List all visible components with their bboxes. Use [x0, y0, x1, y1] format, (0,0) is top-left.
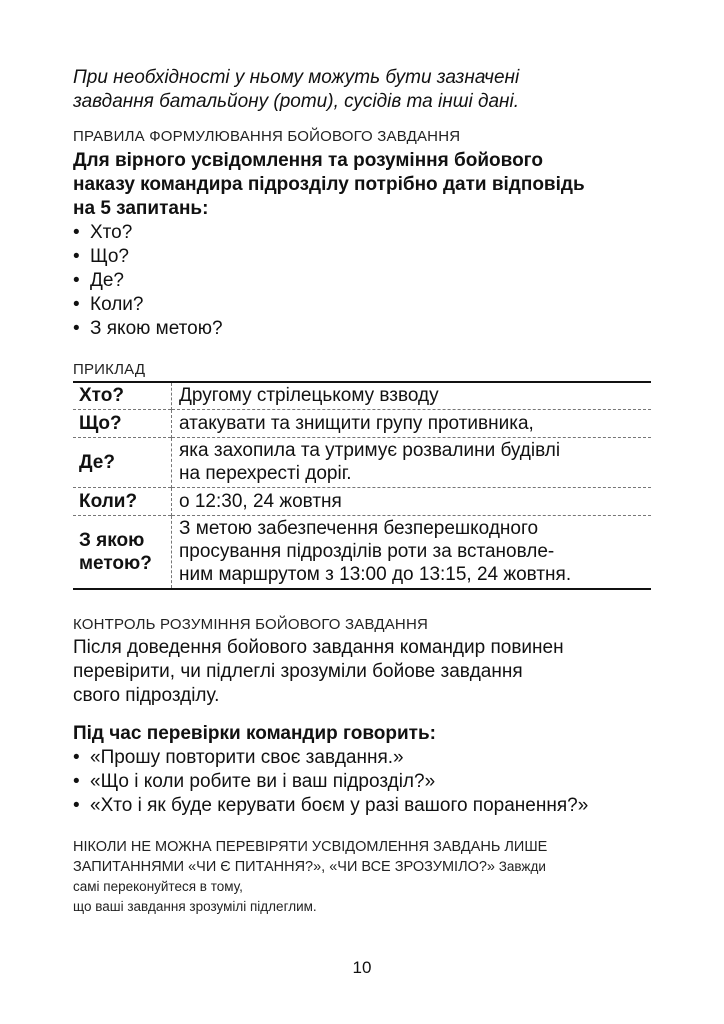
- bullet-icon: •: [73, 771, 80, 792]
- control-line-2: перевірити, чи підлеглі зрозуміли бойове завдання: [73, 661, 523, 682]
- questions-list: [73, 221, 653, 341]
- phrase-what-when: «Що і коли робите ви і ваш підрозділ?»: [90, 771, 436, 792]
- row-value: [172, 515, 652, 589]
- example-table: [73, 381, 651, 590]
- bullet-icon: •: [73, 270, 80, 291]
- row-key-line-1: З якою: [79, 529, 145, 551]
- list-item: [73, 293, 653, 317]
- row-value-line-3: ним маршрутом з 13:00 до 13:15, 24 жовтня.: [179, 564, 572, 586]
- list-item: [73, 269, 653, 293]
- question-purpose: З якою метою?: [90, 318, 223, 339]
- row-value-line-2: на перехресті доріг.: [179, 463, 352, 484]
- question-where: Де?: [90, 270, 125, 291]
- rules-lead-line-3: на 5 запитань:: [73, 198, 209, 219]
- question-who: Хто?: [90, 222, 133, 243]
- row-value-line-2: просування підрозділів роти за встановле-: [179, 541, 555, 563]
- bullet-icon: •: [73, 318, 80, 339]
- phrase-who-commands: «Хто і як буде керувати боєм у разі вашого поранення?»: [90, 795, 589, 816]
- row-value: [172, 437, 652, 487]
- row-key: [73, 515, 172, 589]
- note-line-1: НІКОЛИ НЕ МОЖНА ПЕРЕВІРЯТИ УСВІДОМЛЕННЯ ЗАВДАНЬ ЛИШЕ: [73, 839, 548, 855]
- rules-heading: ПРАВИЛА ФОРМУЛЮВАННЯ БОЙОВОГО ЗАВДАННЯ: [73, 128, 461, 145]
- control-heading: КОНТРОЛЬ РОЗУМІННЯ БОЙОВОГО ЗАВДАННЯ: [73, 616, 429, 633]
- bullet-icon: •: [73, 294, 80, 315]
- note-line-4: що ваші завдання зрозумілі підлеглим.: [73, 899, 317, 914]
- rules-lead-line-1: Для вірного усвідомлення та розуміння бойового: [73, 150, 543, 171]
- page-content: [73, 66, 653, 917]
- phrases-list: [73, 746, 653, 818]
- question-when: Коли?: [90, 294, 144, 315]
- row-value-line-1: З метою забезпечення безперешкодного: [179, 518, 539, 540]
- list-item: [73, 221, 653, 245]
- control-line-1: Після доведення бойового завдання командир повинен: [73, 637, 564, 658]
- phrase-repeat: «Прошу повторити своє завдання.»: [90, 747, 404, 768]
- control-line-3: свого підрозділу.: [73, 685, 220, 706]
- question-what: Що?: [90, 246, 129, 267]
- bullet-icon: •: [73, 747, 80, 768]
- table-row: [73, 487, 651, 515]
- intro-text: [73, 66, 653, 114]
- bullet-icon: •: [73, 222, 80, 243]
- row-key: Що?: [73, 409, 172, 437]
- table-row: [73, 515, 651, 589]
- warning-note: [73, 838, 653, 917]
- list-item: [73, 245, 653, 269]
- note-line-2-tail: Завжди: [495, 859, 546, 874]
- page-number: 10: [352, 958, 372, 977]
- row-value: Другому стрілецькому взводу: [179, 385, 439, 407]
- list-item: [73, 770, 653, 794]
- row-key: Коли?: [73, 487, 172, 515]
- note-line-3: самі переконуйтеся в тому,: [73, 879, 243, 894]
- table-row: [73, 382, 651, 409]
- bullet-icon: •: [73, 795, 80, 816]
- intro-line-2: завдання батальйону (роти), сусідів та інші дані.: [73, 91, 519, 112]
- check-title: Під час перевірки командир говорить:: [73, 723, 436, 744]
- bullet-icon: •: [73, 246, 80, 267]
- list-item: [73, 746, 653, 770]
- list-item: [73, 317, 653, 341]
- row-key: Де?: [73, 437, 172, 487]
- note-line-2: ЗАПИТАННЯМИ «ЧИ Є ПИТАННЯ?», «ЧИ ВСЕ ЗРОЗУМІЛО?»: [73, 859, 495, 875]
- rules-lead: [73, 149, 653, 221]
- table-row: [73, 437, 651, 487]
- control-paragraph: [73, 636, 653, 708]
- table-row: [73, 409, 651, 437]
- row-value: о 12:30, 24 жовтня: [179, 490, 342, 512]
- row-key-line-2: метою?: [79, 552, 152, 574]
- rules-lead-line-2: наказу командира підрозділу потрібно дати відповідь: [73, 174, 585, 195]
- row-key: Хто?: [73, 382, 172, 409]
- intro-line-1: При необхідності у ньому можуть бути зазначені: [73, 67, 520, 88]
- example-heading: ПРИКЛАД: [73, 361, 146, 378]
- row-value: атакувати та знищити групу противника,: [179, 412, 534, 434]
- list-item: [73, 794, 653, 818]
- row-value-line-1: яка захопила та утримує розвалини будівлі: [179, 440, 561, 461]
